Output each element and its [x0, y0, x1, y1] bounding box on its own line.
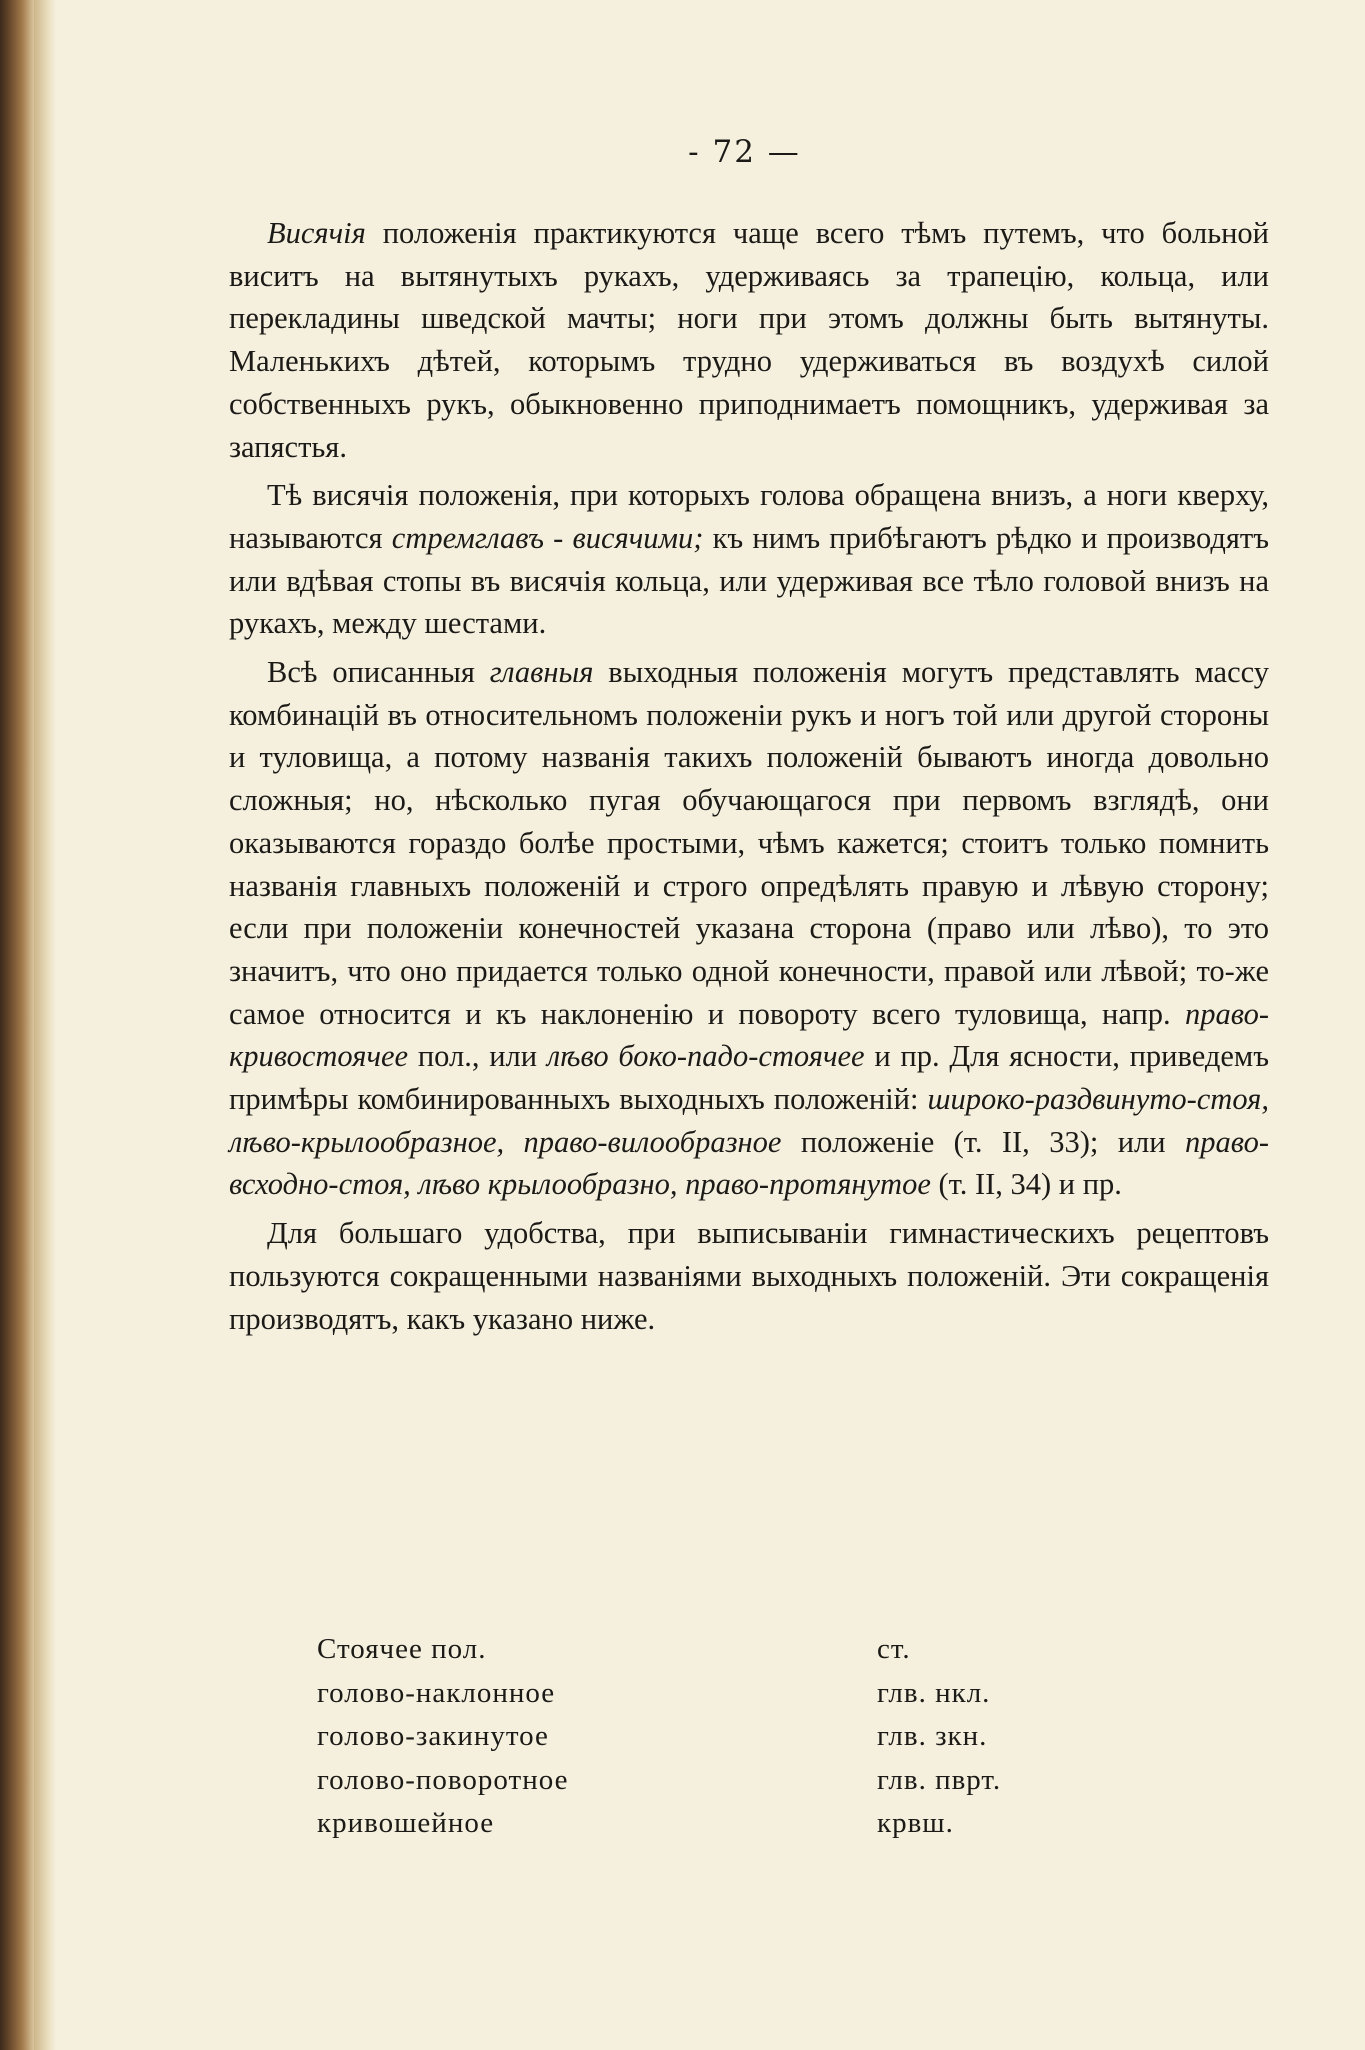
abbreviation-row: [317, 1802, 1117, 1846]
italic-term: главныя: [489, 655, 594, 690]
body-text: [229, 212, 1269, 1340]
text-run: Всѣ описанныя: [267, 655, 490, 690]
abbreviation-table: [317, 1628, 1117, 1846]
full-name: Стоячее пол.: [317, 1633, 487, 1666]
abbreviation: глв. зкн.: [877, 1720, 988, 1753]
italic-term: лѣво боко-падо-стоячее: [546, 1039, 865, 1074]
italic-term: право-кривостоячее: [229, 996, 1269, 1074]
abbreviation: глв. нкл.: [877, 1676, 991, 1709]
text-run: выходныя положенія могутъ представлять массу комбинацій въ относительномъ положеніи рукъ и ногъ той или другой стороны и туловища, а потому названія такихъ положеній бываютъ иногда довольно сложныя; но, нѣсколько пугая обучающагося при первомъ взглядѣ, они оказываются гораздо болѣе простыми, чѣмъ кажется; стоитъ только помнить названія главныхъ положеній и строго опредѣлять правую и лѣвую сторону; если при положеніи конечностей указана сторона (право или лѣво), то это значитъ, что оно придается только одной конечности, правой или лѣвой; то-же самое относится и къ наклоненію и повороту всего туловища, напр.: [229, 655, 1269, 1031]
abbreviation: глв. пврт.: [877, 1763, 1002, 1796]
text-run: къ нимъ прибѣгаютъ рѣдко и производятъ или вдѣвая стопы въ висячія кольца, или удерживая все тѣло головой внизъ на рукахъ, между шестами.: [229, 520, 1269, 641]
abbreviation-row: [317, 1715, 1117, 1759]
text-run: и пр. Для ясности, приведемъ примѣры комбинированныхъ выходныхъ положеній:: [229, 1039, 1269, 1117]
italic-term: стремглавъ - висячими;: [391, 520, 704, 555]
italic-term: Висячія: [267, 216, 366, 250]
text-run: Для большаго удобства, при выписываніи гимнастическихъ рецептовъ пользуются сокращенными названіями выходныхъ положеній. Эти сокращенія производятъ, какъ указано ниже.: [229, 1216, 1269, 1336]
italic-term: широко-раздвинуто-стоя, лѣво-крылообразное, право-вилообразное: [229, 1082, 1269, 1159]
abbreviation-row: [317, 1628, 1117, 1672]
paragraph: [229, 651, 1269, 1206]
text-run: положеніе (т. II, 33); или: [781, 1124, 1185, 1159]
abbreviation: крвш.: [877, 1807, 954, 1840]
full-name: голово-наклонное: [317, 1676, 556, 1709]
paragraph: [229, 212, 1269, 468]
full-name: кривошейное: [317, 1807, 495, 1840]
abbreviation-row: [317, 1672, 1117, 1716]
text-run: Тѣ висячія положенія, при которыхъ голова обращена внизъ, а ноги кверху, называются: [229, 478, 1269, 555]
abbreviation-row: [317, 1759, 1117, 1803]
full-name: голово-поворотное: [317, 1763, 569, 1796]
text-run: положенія практикуются чаще всего тѣмъ путемъ, что больной виситъ на вытянутыхъ рукахъ, удерживаясь за трапецію, кольца, или перекладины шведской мачты; ноги при этомъ должны быть вытянуты. Маленькихъ дѣтей, которымъ трудно удерживаться въ воздухѣ силой собственныхъ рукъ, обыкновенно приподнимаетъ помощникъ, удерживая за запястья.: [229, 216, 1269, 464]
paragraph: [229, 474, 1269, 645]
page-number: - 72 —: [688, 134, 801, 170]
full-name: голово-закинутое: [317, 1720, 549, 1753]
paragraph: [229, 1212, 1269, 1340]
abbreviation: ст.: [877, 1633, 911, 1666]
italic-term: право-всходно-стоя, лѣво крылообразно, право-протянутое: [229, 1124, 1269, 1202]
text-run: пол., или: [408, 1039, 547, 1074]
text-run: (т. II, 34) и пр.: [930, 1167, 1122, 1202]
